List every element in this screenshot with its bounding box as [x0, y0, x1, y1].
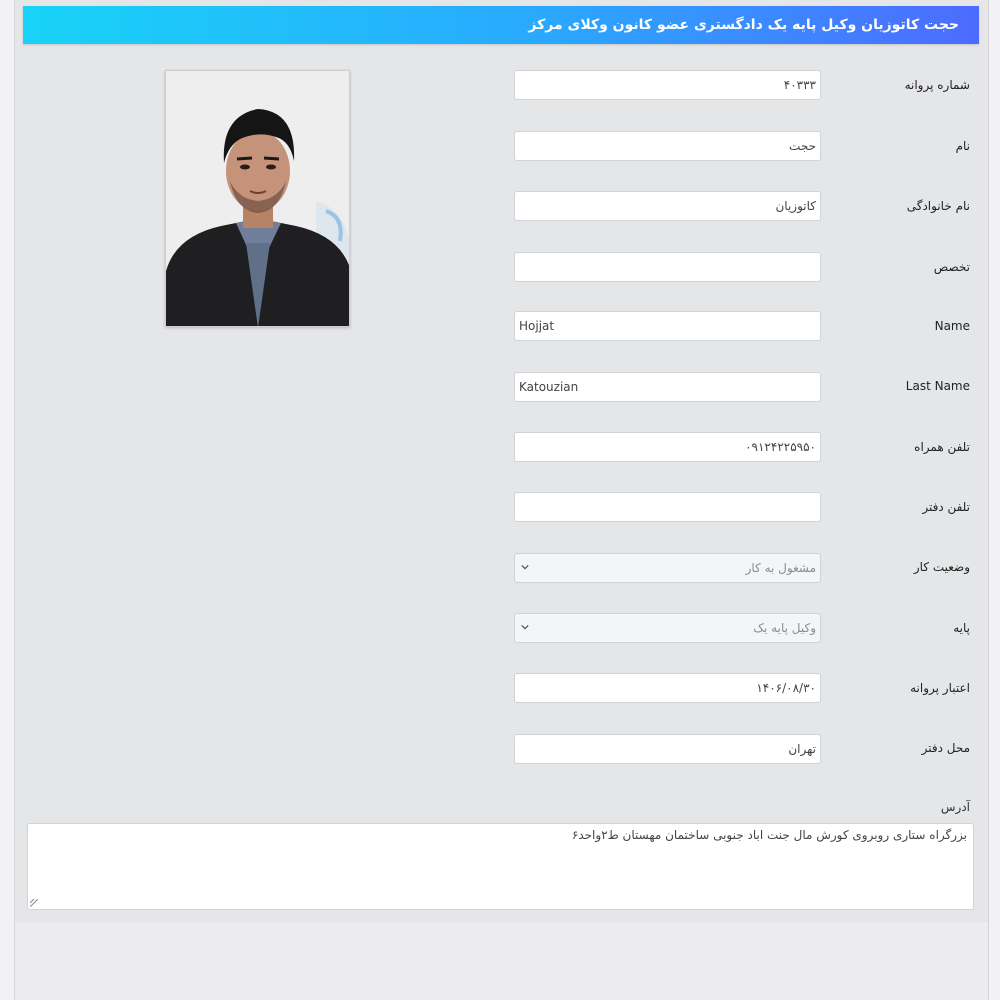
mobile-phone-label: تلفن همراه — [914, 440, 970, 454]
profile-photo — [165, 70, 350, 327]
office-location-input[interactable]: تهران — [514, 734, 821, 764]
address-text: بزرگراه ستاری روبروی کورش مال جنت اباد جنوبی ساختمان مهستان ط۲واحد۶ — [571, 828, 967, 842]
address-textarea[interactable] — [27, 823, 974, 910]
mobile-phone-input[interactable]: ۰۹۱۲۴۲۲۵۹۵۰ — [514, 432, 821, 462]
office-location-label: محل دفتر — [921, 741, 970, 755]
work-status-value: مشغول به کار — [745, 561, 816, 575]
first-name-label: نام — [955, 139, 970, 153]
last-name-label: نام خانوادگی — [906, 199, 970, 213]
resize-handle-icon[interactable] — [30, 899, 38, 907]
page-title — [23, 6, 979, 44]
office-phone-input[interactable] — [514, 492, 821, 522]
license-validity-label: اعتبار پروانه — [910, 681, 970, 695]
grade-label: پایه — [953, 621, 970, 635]
first-name-input[interactable]: حجت — [514, 131, 821, 161]
office-phone-label: تلفن دفتر — [922, 500, 970, 514]
page-title-text: حجت کاتوزیان وکیل پایه یک دادگستری عضو کانون وکلای مرکز — [528, 17, 959, 33]
page-footer-area — [14, 922, 989, 1000]
work-status-select[interactable] — [514, 553, 821, 583]
english-name-label: Name — [934, 319, 970, 333]
grade-select[interactable] — [514, 613, 821, 643]
license-number-input[interactable]: ۴۰۳۳۳ — [514, 70, 821, 100]
address-label: آدرس — [940, 800, 970, 814]
profile-photo-image — [166, 71, 350, 327]
grade-value: وکیل پایه یک — [753, 621, 816, 635]
license-number-label: شماره پروانه — [904, 78, 970, 92]
work-status-label: وضعیت کار — [913, 560, 970, 574]
specialty-input[interactable] — [514, 252, 821, 282]
specialty-label: تخصص — [933, 260, 970, 274]
chevron-down-icon — [521, 623, 529, 631]
chevron-down-icon — [521, 563, 529, 571]
english-name-input[interactable]: Hojjat — [514, 311, 821, 341]
license-validity-input[interactable]: ۱۴۰۶/۰۸/۳۰ — [514, 673, 821, 703]
english-last-name-label: Last Name — [905, 379, 970, 393]
english-last-name-input[interactable]: Katouzian — [514, 372, 821, 402]
last-name-input[interactable]: کاتوزیان — [514, 191, 821, 221]
